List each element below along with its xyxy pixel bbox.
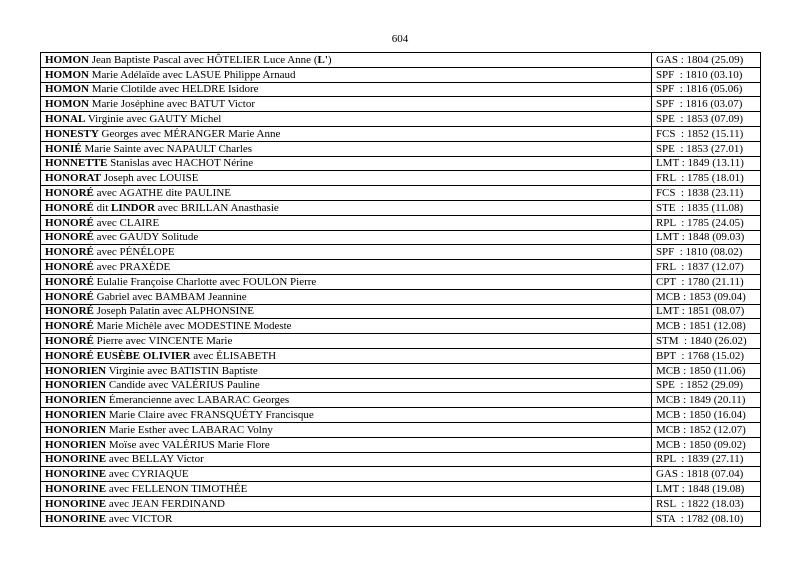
surname-text: HONORIEN bbox=[45, 409, 107, 422]
surname-text: LINDOR bbox=[111, 201, 156, 214]
spouses-cell bbox=[41, 348, 652, 363]
table-row bbox=[41, 393, 761, 408]
parish-date-cell: CPT : 1780 (21.11) bbox=[651, 274, 760, 289]
table-row bbox=[41, 363, 761, 378]
parish-date-cell: MCB : 1850 (16.04) bbox=[651, 408, 760, 423]
parish-date-cell: RPL : 1785 (24.05) bbox=[651, 215, 760, 230]
spouses-cell bbox=[41, 186, 652, 201]
name-text: Marie Claire avec FRANSQUÉTY Francisque bbox=[106, 409, 314, 422]
name-text: ) bbox=[327, 53, 332, 66]
parish-date-cell: SPE : 1853 (27.01) bbox=[651, 141, 760, 156]
spouses-cell bbox=[41, 496, 652, 511]
spouses-cell bbox=[41, 304, 652, 319]
surname-text: HOMON bbox=[45, 83, 89, 96]
surname-text: HONORINE bbox=[45, 468, 107, 481]
spouses-cell bbox=[41, 97, 652, 112]
surname-text: HONORÉ bbox=[45, 261, 94, 274]
surname-text: HONORINE bbox=[45, 512, 107, 525]
surname-text: HONORIEN bbox=[45, 379, 107, 392]
spouses-cell bbox=[41, 363, 652, 378]
spouses-cell bbox=[41, 126, 652, 141]
table-row bbox=[41, 186, 761, 201]
table-row bbox=[41, 230, 761, 245]
parish-date-cell: SPE : 1853 (07.09) bbox=[651, 112, 760, 127]
name-text: avec PRAXÈDE bbox=[93, 261, 171, 274]
table-row bbox=[41, 334, 761, 349]
surname-text: HONORAT bbox=[45, 172, 102, 185]
name-text: Moïse avec VALÉRIUS Marie Flore bbox=[106, 438, 270, 451]
table-row bbox=[41, 260, 761, 275]
name-text: Virginie avec BATISTIN Baptiste bbox=[106, 364, 258, 377]
parish-date-cell: GAS : 1804 (25.09) bbox=[651, 53, 760, 68]
surname-text: HOMON bbox=[45, 68, 89, 81]
surname-text: HONORÉ bbox=[45, 246, 94, 259]
table-row bbox=[41, 141, 761, 156]
parish-date-cell: FRL : 1837 (12.07) bbox=[651, 260, 760, 275]
table-row bbox=[41, 304, 761, 319]
name-text: Pierre avec VINCENTE Marie bbox=[93, 335, 233, 348]
surname-text: HONORINE bbox=[45, 483, 107, 495]
table-row bbox=[41, 467, 761, 482]
surname-text: HONORÉ bbox=[45, 320, 94, 333]
parish-date-cell: LMT : 1848 (19.08) bbox=[651, 482, 760, 497]
surname-text: HONORÉ bbox=[45, 335, 94, 348]
surname-text: HONORÉ bbox=[45, 187, 94, 200]
spouses-cell bbox=[41, 67, 652, 82]
name-text: Marie Michèle avec MODESTINE Modeste bbox=[93, 320, 292, 333]
name-text: avec CLAIRE bbox=[93, 216, 160, 229]
parish-date-cell: STE : 1835 (11.08) bbox=[651, 200, 760, 215]
parish-date-cell: SPF : 1810 (08.02) bbox=[651, 245, 760, 260]
parish-date-cell: MCB : 1853 (09.04) bbox=[651, 289, 760, 304]
spouses-cell bbox=[41, 437, 652, 452]
parish-date-cell: LMT : 1851 (08.07) bbox=[651, 304, 760, 319]
surname-text: HONORIEN bbox=[45, 423, 107, 436]
name-text: Émerancienne avec LABARAC Georges bbox=[106, 394, 290, 407]
table-row bbox=[41, 156, 761, 171]
surname-text: HONESTY bbox=[45, 127, 99, 140]
spouses-cell bbox=[41, 334, 652, 349]
spouses-cell bbox=[41, 422, 652, 437]
page-number: 604 bbox=[391, 33, 409, 45]
name-text: avec FELLENON TIMOTHÉE bbox=[106, 483, 248, 495]
parish-date-cell: MCB : 1850 (09.02) bbox=[651, 437, 760, 452]
table-row bbox=[41, 126, 761, 141]
surname-text: HONORÉ bbox=[45, 201, 94, 214]
parish-date-cell: RPL : 1839 (27.11) bbox=[651, 452, 760, 467]
spouses-cell bbox=[41, 408, 652, 423]
parish-date-cell: FRL : 1785 (18.01) bbox=[651, 171, 760, 186]
name-text: Marie Esther avec LABARAC Volny bbox=[106, 423, 273, 436]
name-text: dit bbox=[93, 201, 112, 214]
surname-text: HONORINE bbox=[45, 453, 107, 466]
parish-date-cell: MCB : 1852 (12.07) bbox=[651, 422, 760, 437]
table-row bbox=[41, 112, 761, 127]
marriage-register-table bbox=[40, 52, 761, 527]
table-row bbox=[41, 319, 761, 334]
name-text: Marie Adélaïde avec LASUE Philippe Arnaud bbox=[89, 68, 296, 81]
spouses-cell bbox=[41, 378, 652, 393]
surname-text: HONORÉ bbox=[45, 305, 94, 318]
surname-text: HOMON bbox=[45, 53, 89, 66]
surname-text: HONNETTE bbox=[45, 157, 108, 170]
spouses-cell bbox=[41, 393, 652, 408]
table-row bbox=[41, 200, 761, 215]
parish-date-cell: LMT : 1849 (13.11) bbox=[651, 156, 760, 171]
table-row bbox=[41, 511, 761, 526]
parish-date-cell: MCB : 1851 (12.08) bbox=[651, 319, 760, 334]
table-row bbox=[41, 53, 761, 68]
spouses-cell bbox=[41, 467, 652, 482]
name-text: Marie Joséphine avec BATUT Victor bbox=[89, 98, 256, 111]
surname-text: HONORÉ EUSÈBE OLIVIER bbox=[45, 349, 191, 362]
name-text: avec VICTOR bbox=[106, 512, 173, 525]
table-row bbox=[41, 348, 761, 363]
name-text: Marie Clotilde avec HELDRE Isidore bbox=[89, 83, 259, 96]
surname-text: HONAL bbox=[45, 113, 86, 126]
parish-date-cell: SPF : 1816 (03.07) bbox=[651, 97, 760, 112]
parish-date-cell: LMT : 1848 (09.03) bbox=[651, 230, 760, 245]
table-row bbox=[41, 482, 761, 497]
table-row bbox=[41, 437, 761, 452]
parish-date-cell: SPF : 1810 (03.10) bbox=[651, 67, 760, 82]
table-row bbox=[41, 82, 761, 97]
name-text: avec BELLAY Victor bbox=[106, 453, 204, 466]
spouses-cell bbox=[41, 245, 652, 260]
name-text: Candide avec VALÉRIUS Pauline bbox=[106, 379, 260, 392]
parish-date-cell: STM : 1840 (26.02) bbox=[651, 334, 760, 349]
spouses-cell bbox=[41, 289, 652, 304]
table-row bbox=[41, 274, 761, 289]
parish-date-cell: BPT : 1768 (15.02) bbox=[651, 348, 760, 363]
table-row bbox=[41, 67, 761, 82]
name-text: Joseph Palatin avec ALPHONSINE bbox=[93, 305, 254, 318]
spouses-cell bbox=[41, 215, 652, 230]
parish-date-cell: RSL : 1822 (18.03) bbox=[651, 496, 760, 511]
name-text: Joseph avec LOUISE bbox=[101, 172, 199, 185]
spouses-cell bbox=[41, 230, 652, 245]
surname-text: HONORÉ bbox=[45, 275, 94, 288]
spouses-cell bbox=[41, 452, 652, 467]
name-text: Gabriel avec BAMBAM Jeannine bbox=[93, 290, 247, 303]
surname-text: HONORÉ bbox=[45, 290, 94, 303]
spouses-cell bbox=[41, 319, 652, 334]
spouses-cell bbox=[41, 482, 652, 497]
spouses-cell bbox=[41, 156, 652, 171]
parish-date-cell: FCS : 1838 (23.11) bbox=[651, 186, 760, 201]
spouses-cell bbox=[41, 53, 652, 68]
name-text: avec JEAN FERDINAND bbox=[106, 497, 225, 510]
surname-text: HONORINE bbox=[45, 497, 107, 510]
spouses-cell bbox=[41, 200, 652, 215]
name-text: avec PÉNÉLOPE bbox=[93, 246, 175, 259]
parish-date-cell: MCB : 1849 (20.11) bbox=[651, 393, 760, 408]
surname-text: HONORÉ bbox=[45, 216, 94, 229]
spouses-cell bbox=[41, 82, 652, 97]
table-row bbox=[41, 245, 761, 260]
name-text: avec AGATHE dite PAULINE bbox=[93, 187, 231, 200]
spouses-cell bbox=[41, 112, 652, 127]
parish-date-cell: STA : 1782 (08.10) bbox=[651, 511, 760, 526]
table-row bbox=[41, 289, 761, 304]
name-text: avec CYRIAQUE bbox=[106, 468, 189, 481]
name-text: Eulalie Françoise Charlotte avec FOULON Pierre bbox=[93, 275, 317, 288]
spouses-cell bbox=[41, 274, 652, 289]
parish-date-cell: FCS : 1852 (15.11) bbox=[651, 126, 760, 141]
surname-text: HONORIEN bbox=[45, 394, 107, 407]
table-row bbox=[41, 215, 761, 230]
spouses-cell bbox=[41, 260, 652, 275]
name-text: Marie Sainte avec NAPAULT Charles bbox=[81, 142, 253, 155]
table-row bbox=[41, 452, 761, 467]
parish-date-cell: SPE : 1852 (29.09) bbox=[651, 378, 760, 393]
table-row bbox=[41, 422, 761, 437]
surname-text: HONORIEN bbox=[45, 438, 107, 451]
surname-text: L' bbox=[317, 53, 328, 66]
table-row bbox=[41, 496, 761, 511]
spouses-cell bbox=[41, 141, 652, 156]
surname-text: HONIÉ bbox=[45, 142, 82, 155]
parish-date-cell: MCB : 1850 (11.06) bbox=[651, 363, 760, 378]
spouses-cell bbox=[41, 511, 652, 526]
surname-text: HONORIEN bbox=[45, 364, 107, 377]
name-text: Jean Baptiste Pascal avec HÔTELIER Luce Anne ( bbox=[89, 53, 318, 66]
name-text: Virginie avec GAUTY Michel bbox=[85, 113, 222, 126]
register-body bbox=[41, 53, 761, 527]
parish-date-cell: GAS : 1818 (07.04) bbox=[651, 467, 760, 482]
name-text: avec ÉLISABETH bbox=[190, 349, 277, 362]
name-text: avec GAUDY Solitude bbox=[93, 231, 199, 244]
table-row bbox=[41, 171, 761, 186]
name-text: Stanislas avec HACHOT Nérine bbox=[107, 157, 254, 170]
table-row bbox=[41, 97, 761, 112]
table-row bbox=[41, 408, 761, 423]
name-text: avec BRILLAN Anasthasie bbox=[155, 201, 279, 214]
surname-text: HOMON bbox=[45, 98, 89, 111]
surname-text: HONORÉ bbox=[45, 231, 94, 244]
name-text: Georges avec MÉRANGER Marie Anne bbox=[98, 127, 281, 140]
table-row bbox=[41, 378, 761, 393]
parish-date-cell: SPF : 1816 (05.06) bbox=[651, 82, 760, 97]
spouses-cell bbox=[41, 171, 652, 186]
